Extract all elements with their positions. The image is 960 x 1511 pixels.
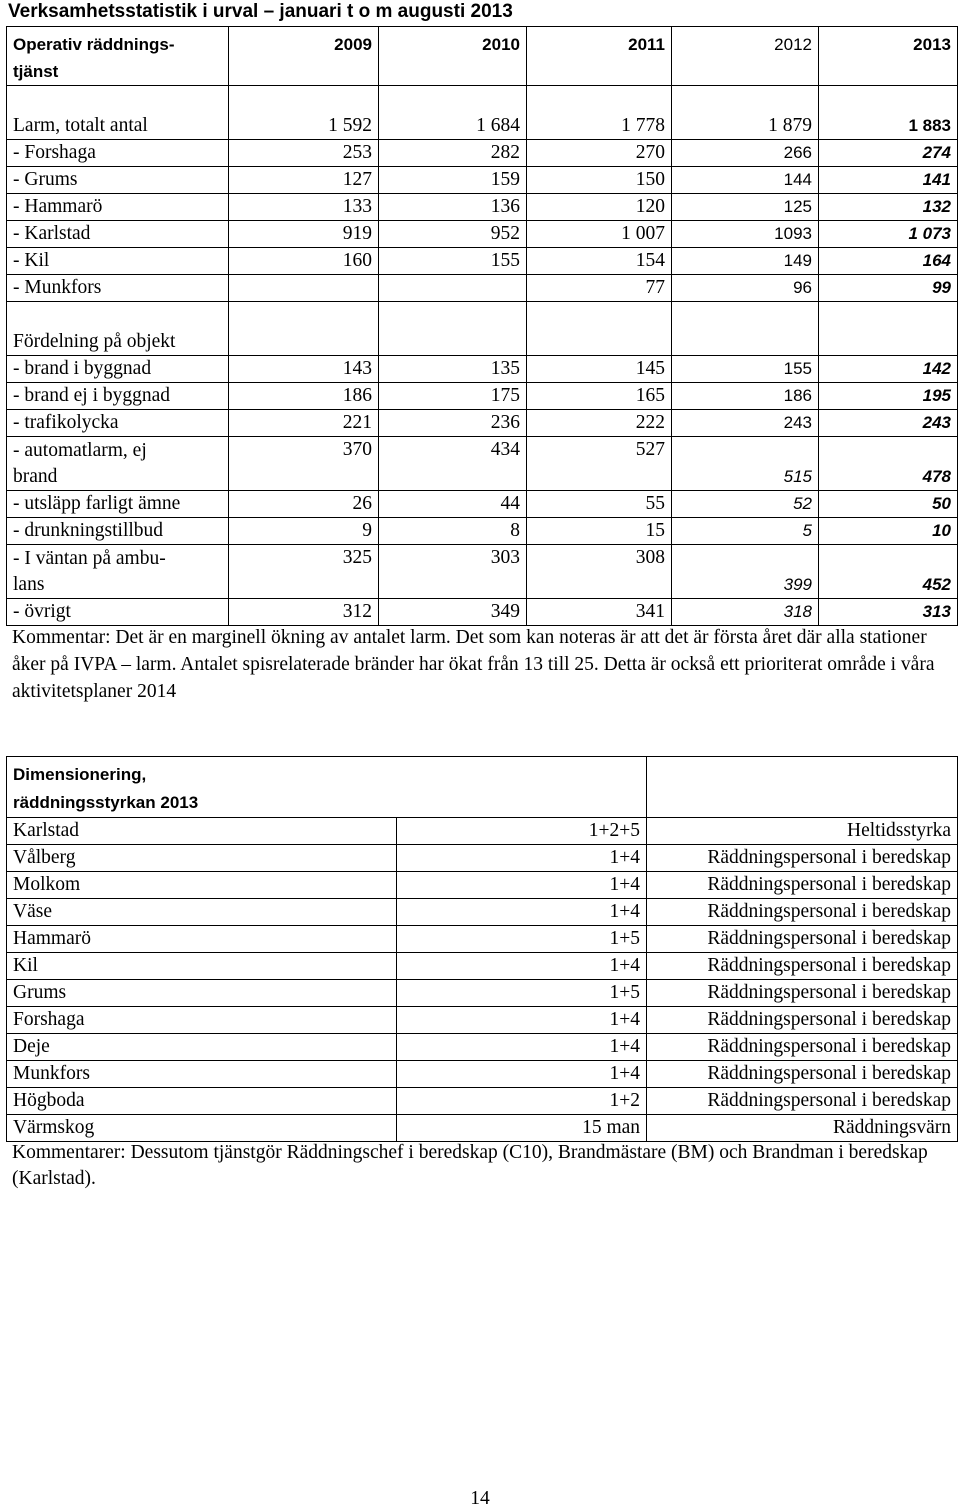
row-label: - brand ej i byggnad (7, 383, 229, 410)
station-strength: 1+5 (397, 980, 647, 1007)
value-2009: 160 (229, 248, 379, 275)
row-label: - trafikolycka (7, 410, 229, 437)
station-strength: 1+4 (397, 872, 647, 899)
empty-cell (647, 757, 958, 818)
station-strength: 1+4 (397, 845, 647, 872)
station-type: Räddningspersonal i beredskap (647, 899, 958, 926)
station-strength: 15 man (397, 1115, 647, 1142)
section-heading-row (7, 302, 958, 356)
value-2009: 127 (229, 167, 379, 194)
row-label: - Munkfors (7, 275, 229, 302)
table-row (7, 194, 958, 221)
table-row (7, 248, 958, 275)
dimensioning-comment: Kommentarer: Dessutom tjänstgör Räddningschef i beredskap (C10), Brandmästare (BM) och Brandman i beredskap (Karlstad). (12, 1142, 928, 1189)
station-strength: 1+4 (397, 899, 647, 926)
value-2012: 125 (672, 194, 819, 221)
table-row (7, 1061, 958, 1088)
station-name: Munkfors (7, 1061, 397, 1088)
empty-cell (229, 302, 379, 356)
value-2012: 399 (672, 545, 819, 599)
table-row (7, 140, 958, 167)
value-2012: 5 (672, 518, 819, 545)
table-row (7, 86, 958, 140)
value-2013: 452 (819, 545, 958, 599)
header-year-2012: 2012 (672, 27, 819, 86)
row-label (7, 437, 229, 491)
value-2013: 478 (819, 437, 958, 491)
table-row (7, 1115, 958, 1142)
value-2012: 149 (672, 248, 819, 275)
value-2010: 1 684 (379, 86, 527, 140)
value-2009: 26 (229, 491, 379, 518)
value-2013: 141 (819, 167, 958, 194)
value-2010: 303 (379, 545, 527, 599)
document-title: Verksamhetsstatistik i urval – januari t o m augusti 2013 (8, 1, 513, 22)
station-name: Kil (7, 953, 397, 980)
dimensioning-table (6, 756, 958, 1142)
header-label-line2: tjänst (13, 62, 59, 81)
value-2012: 266 (672, 140, 819, 167)
station-name: Högboda (7, 1088, 397, 1115)
header-row (7, 757, 958, 818)
table-row (7, 953, 958, 980)
value-2012: 52 (672, 491, 819, 518)
station-strength: 1+4 (397, 953, 647, 980)
station-name: Grums (7, 980, 397, 1007)
station-type: Räddningsvärn (647, 1115, 958, 1142)
station-strength: 1+2+5 (397, 818, 647, 845)
value-2009: 133 (229, 194, 379, 221)
row-label-line2: brand (13, 466, 58, 487)
objekt-heading: Fördelning på objekt (7, 302, 229, 356)
empty-cell (527, 302, 672, 356)
value-2011: 120 (527, 194, 672, 221)
value-2009: 370 (229, 437, 379, 491)
table-row (7, 1088, 958, 1115)
value-2009: 1 592 (229, 86, 379, 140)
station-type: Räddningspersonal i beredskap (647, 1061, 958, 1088)
row-label-line1: - I väntan på ambu- (13, 548, 166, 569)
row-label-line2: lans (13, 574, 45, 595)
table-row (7, 899, 958, 926)
table-row (7, 845, 958, 872)
table-row (7, 926, 958, 953)
station-type: Räddningspersonal i beredskap (647, 1007, 958, 1034)
value-2011: 527 (527, 437, 672, 491)
value-2011: 55 (527, 491, 672, 518)
value-2011: 150 (527, 167, 672, 194)
station-strength: 1+5 (397, 926, 647, 953)
dimensioning-header (7, 757, 647, 818)
statistics-comment: Kommentar: Det är en marginell ökning av antalet larm. Det som kan noteras är att det är första året där alla stationer åker på IVPA – larm. Antalet spisrelaterade bränder har ökat från 13 till 25. Detta är också ett prioriterat område i våra aktivitetsplaner 2014 (12, 627, 935, 702)
table-row (7, 491, 958, 518)
row-label: - Kil (7, 248, 229, 275)
value-2012: 243 (672, 410, 819, 437)
value-2010: 434 (379, 437, 527, 491)
value-2013: 274 (819, 140, 958, 167)
value-2012: 515 (672, 437, 819, 491)
station-name: Vålberg (7, 845, 397, 872)
header-label-cell (7, 27, 229, 86)
value-2013: 1 073 (819, 221, 958, 248)
station-type: Räddningspersonal i beredskap (647, 926, 958, 953)
value-2010 (379, 275, 527, 302)
value-2013: 10 (819, 518, 958, 545)
value-2011: 1 778 (527, 86, 672, 140)
station-name: Väse (7, 899, 397, 926)
value-2011: 145 (527, 356, 672, 383)
station-strength: 1+4 (397, 1061, 647, 1088)
table-row (7, 383, 958, 410)
row-label: - drunkningstillbud (7, 518, 229, 545)
station-type: Räddningspersonal i beredskap (647, 872, 958, 899)
value-2012: 318 (672, 599, 819, 626)
table-row (7, 545, 958, 599)
value-2013: 243 (819, 410, 958, 437)
value-2011: 165 (527, 383, 672, 410)
station-name: Forshaga (7, 1007, 397, 1034)
value-2009: 221 (229, 410, 379, 437)
station-type: Heltidsstyrka (647, 818, 958, 845)
row-label: - Hammarö (7, 194, 229, 221)
row-label: - brand i byggnad (7, 356, 229, 383)
value-2013: 132 (819, 194, 958, 221)
row-label: - övrigt (7, 599, 229, 626)
header-line2: räddningsstyrkan 2013 (13, 793, 199, 812)
value-2010: 136 (379, 194, 527, 221)
station-type: Räddningspersonal i beredskap (647, 980, 958, 1007)
value-2009: 325 (229, 545, 379, 599)
value-2010: 155 (379, 248, 527, 275)
value-2009: 312 (229, 599, 379, 626)
value-2010: 952 (379, 221, 527, 248)
station-name: Deje (7, 1034, 397, 1061)
value-2013: 1 883 (819, 86, 958, 140)
value-2013: 99 (819, 275, 958, 302)
station-name: Hammarö (7, 926, 397, 953)
value-2013: 164 (819, 248, 958, 275)
value-2010: 282 (379, 140, 527, 167)
value-2011: 154 (527, 248, 672, 275)
value-2011: 1 007 (527, 221, 672, 248)
value-2009: 253 (229, 140, 379, 167)
value-2011: 15 (527, 518, 672, 545)
row-label: Larm, totalt antal (7, 86, 229, 140)
empty-cell (379, 302, 527, 356)
table-row (7, 518, 958, 545)
value-2011: 341 (527, 599, 672, 626)
empty-cell (819, 302, 958, 356)
header-line1: Dimensionering, (13, 765, 147, 784)
value-2009: 186 (229, 383, 379, 410)
value-2012: 1 879 (672, 86, 819, 140)
value-2012: 1093 (672, 221, 819, 248)
header-row (7, 27, 958, 86)
station-type: Räddningspersonal i beredskap (647, 953, 958, 980)
station-type: Räddningspersonal i beredskap (647, 1034, 958, 1061)
station-strength: 1+4 (397, 1007, 647, 1034)
table-row (7, 872, 958, 899)
empty-cell (672, 302, 819, 356)
value-2012: 144 (672, 167, 819, 194)
value-2010: 159 (379, 167, 527, 194)
table-row (7, 221, 958, 248)
value-2012: 155 (672, 356, 819, 383)
value-2011: 270 (527, 140, 672, 167)
table-row (7, 1034, 958, 1061)
row-label (7, 545, 229, 599)
header-year-2013: 2013 (819, 27, 958, 86)
header-label-line1: Operativ räddnings- (13, 35, 175, 54)
value-2010: 349 (379, 599, 527, 626)
table-row (7, 410, 958, 437)
value-2011: 308 (527, 545, 672, 599)
value-2013: 195 (819, 383, 958, 410)
value-2013: 50 (819, 491, 958, 518)
statistics-table (6, 26, 958, 626)
value-2013: 142 (819, 356, 958, 383)
value-2012: 96 (672, 275, 819, 302)
value-2009: 9 (229, 518, 379, 545)
value-2012: 186 (672, 383, 819, 410)
table-row (7, 1007, 958, 1034)
row-label: - utsläpp farligt ämne (7, 491, 229, 518)
value-2010: 236 (379, 410, 527, 437)
station-strength: 1+2 (397, 1088, 647, 1115)
value-2010: 44 (379, 491, 527, 518)
value-2011: 222 (527, 410, 672, 437)
station-name: Karlstad (7, 818, 397, 845)
value-2010: 135 (379, 356, 527, 383)
header-year-2009: 2009 (229, 27, 379, 86)
value-2010: 175 (379, 383, 527, 410)
value-2009 (229, 275, 379, 302)
table-row (7, 167, 958, 194)
station-strength: 1+4 (397, 1034, 647, 1061)
row-label: - Grums (7, 167, 229, 194)
table-row (7, 818, 958, 845)
table-row (7, 599, 958, 626)
station-name: Molkom (7, 872, 397, 899)
table-row (7, 275, 958, 302)
value-2009: 919 (229, 221, 379, 248)
table-row (7, 356, 958, 383)
value-2009: 143 (229, 356, 379, 383)
page-number: 14 (470, 1488, 490, 1509)
value-2010: 8 (379, 518, 527, 545)
value-2011: 77 (527, 275, 672, 302)
row-label-line1: - automatlarm, ej (13, 440, 147, 461)
value-2013: 313 (819, 599, 958, 626)
table-row (7, 980, 958, 1007)
header-year-2010: 2010 (379, 27, 527, 86)
header-year-2011: 2011 (527, 27, 672, 86)
table-row (7, 437, 958, 491)
station-type: Räddningspersonal i beredskap (647, 1088, 958, 1115)
station-name: Värmskog (7, 1115, 397, 1142)
row-label: - Karlstad (7, 221, 229, 248)
row-label: - Forshaga (7, 140, 229, 167)
station-type: Räddningspersonal i beredskap (647, 845, 958, 872)
